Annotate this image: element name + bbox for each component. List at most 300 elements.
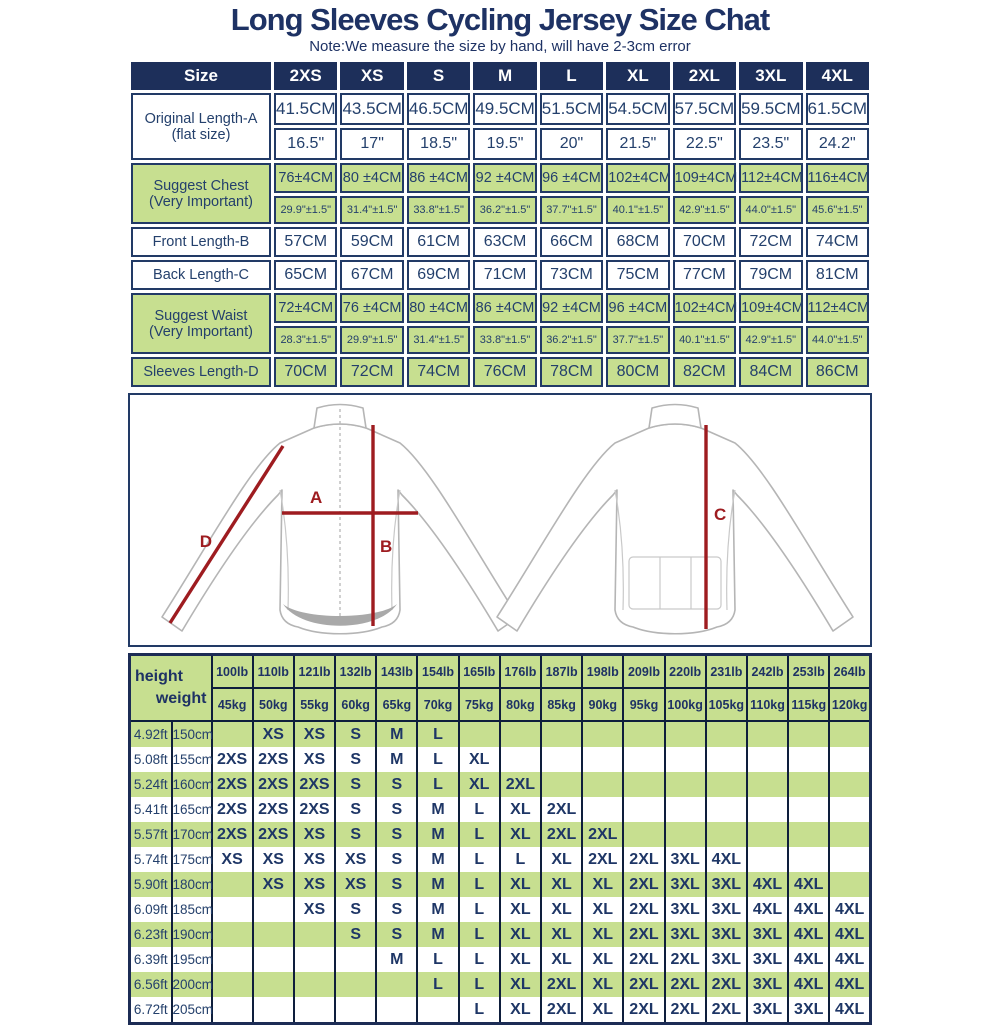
recommended-size-cell: [212, 872, 253, 897]
recommended-size-cell: L: [459, 797, 500, 822]
measurement-row-label-line: (Very Important): [149, 193, 253, 210]
weight-kg-header: 80kg: [500, 688, 541, 721]
recommended-size-cell: XS: [294, 721, 335, 747]
recommended-size-cell: M: [417, 847, 458, 872]
size-value-cell: 86 ±4CM: [473, 293, 536, 323]
size-value-cell: 36.2"±1.5": [540, 326, 603, 354]
size-value-cell: 80CM: [606, 357, 669, 387]
recommended-size-cell: [417, 997, 458, 1024]
recommended-size-cell: [829, 872, 870, 897]
recommended-size-cell: [335, 947, 376, 972]
size-value-cell: 80 ±4CM: [407, 293, 470, 323]
recommended-size-cell: XL: [500, 897, 541, 922]
size-value-cell: 82CM: [673, 357, 736, 387]
fit-table-row: [130, 747, 871, 772]
size-value-cell: 36.2"±1.5": [473, 196, 536, 224]
recommended-size-cell: [788, 797, 829, 822]
recommended-size-cell: 2XS: [212, 747, 253, 772]
recommended-size-cell: 3XL: [706, 947, 747, 972]
recommended-size-cell: [706, 797, 747, 822]
size-value-cell: 81CM: [806, 260, 870, 290]
recommended-size-cell: S: [335, 922, 376, 947]
recommended-size-cell: 2XL: [623, 872, 664, 897]
recommended-size-cell: 3XL: [747, 997, 788, 1024]
recommended-size-cell: XL: [582, 947, 623, 972]
size-table-row: [131, 93, 869, 125]
size-value-cell: 20": [540, 128, 603, 160]
recommended-size-cell: L: [459, 922, 500, 947]
height-cm-cell: 185cm: [172, 897, 212, 922]
recommended-size-cell: 3XL: [665, 847, 706, 872]
height-ft-cell: 6.39ft: [130, 947, 172, 972]
size-value-cell: 59CM: [340, 227, 403, 257]
recommended-size-cell: L: [417, 747, 458, 772]
weight-kg-header: 50kg: [253, 688, 294, 721]
recommended-size-cell: 2XL: [582, 822, 623, 847]
size-value-cell: 109±4CM: [673, 163, 736, 193]
size-value-cell: 18.5": [407, 128, 470, 160]
recommended-size-cell: M: [417, 822, 458, 847]
recommended-size-cell: 2XL: [541, 822, 582, 847]
height-cm-cell: 160cm: [172, 772, 212, 797]
recommended-size-cell: M: [417, 872, 458, 897]
weight-kg-header: 120kg: [829, 688, 870, 721]
fit-table-row: [130, 847, 871, 872]
measurement-row-label: [131, 357, 271, 387]
recommended-size-cell: 3XL: [665, 897, 706, 922]
size-value-cell: 54.5CM: [606, 93, 669, 125]
recommended-size-cell: 3XL: [665, 922, 706, 947]
measurement-row-label-line: (flat size): [171, 126, 231, 143]
recommended-size-cell: 4XL: [788, 947, 829, 972]
recommended-size-cell: [212, 721, 253, 747]
recommended-size-cell: [788, 772, 829, 797]
size-value-cell: 61.5CM: [806, 93, 870, 125]
size-table-row: [131, 227, 869, 257]
recommended-size-cell: [829, 721, 870, 747]
recommended-size-cell: [212, 922, 253, 947]
recommended-size-cell: [788, 747, 829, 772]
recommended-size-cell: 2XS: [294, 772, 335, 797]
size-value-cell: 29.9"±1.5": [340, 326, 403, 354]
page-title: Long Sleeves Cycling Jersey Size Chat: [230, 2, 770, 37]
size-value-cell: 31.4"±1.5": [340, 196, 403, 224]
recommended-size-cell: 2XL: [623, 997, 664, 1024]
recommended-size-cell: S: [335, 747, 376, 772]
size-column-header: 3XL: [739, 62, 802, 90]
recommended-size-cell: [623, 822, 664, 847]
weight-kg-header: 110kg: [747, 688, 788, 721]
recommended-size-cell: XL: [582, 997, 623, 1024]
recommended-size-cell: 4XL: [829, 897, 870, 922]
size-value-cell: 72±4CM: [274, 293, 337, 323]
size-value-cell: 24.2": [806, 128, 870, 160]
size-value-cell: 96 ±4CM: [606, 293, 669, 323]
recommended-size-cell: 2XS: [253, 797, 294, 822]
size-value-cell: 40.1"±1.5": [606, 196, 669, 224]
recommended-size-cell: 4XL: [747, 897, 788, 922]
recommended-size-cell: 2XL: [706, 997, 747, 1024]
recommended-size-cell: [623, 772, 664, 797]
corner-height-label: height: [135, 668, 183, 685]
size-value-cell: 21.5": [606, 128, 669, 160]
recommended-size-cell: 3XL: [747, 947, 788, 972]
recommended-size-cell: 2XL: [500, 772, 541, 797]
recommended-size-cell: [747, 772, 788, 797]
recommended-size-cell: [747, 822, 788, 847]
recommended-size-cell: [788, 822, 829, 847]
recommended-size-cell: 2XS: [212, 772, 253, 797]
recommended-size-cell: S: [376, 897, 417, 922]
recommended-size-cell: XL: [500, 822, 541, 847]
recommended-size-cell: 2XL: [541, 972, 582, 997]
recommended-size-cell: [459, 721, 500, 747]
size-value-cell: 57.5CM: [673, 93, 736, 125]
size-value-cell: 77CM: [673, 260, 736, 290]
size-value-cell: 49.5CM: [473, 93, 536, 125]
recommended-size-cell: 2XL: [623, 847, 664, 872]
size-value-cell: 28.3"±1.5": [274, 326, 337, 354]
weight-lb-header: 176lb: [500, 655, 541, 689]
size-value-cell: 37.7"±1.5": [540, 196, 603, 224]
size-table-row: [131, 357, 869, 387]
recommended-size-cell: [623, 797, 664, 822]
size-value-cell: 75CM: [606, 260, 669, 290]
weight-lb-header: 264lb: [829, 655, 870, 689]
recommended-size-cell: 3XL: [706, 872, 747, 897]
recommended-size-cell: 4XL: [747, 872, 788, 897]
height-ft-cell: 5.08ft: [130, 747, 172, 772]
height-ft-cell: 4.92ft: [130, 721, 172, 747]
recommended-size-cell: [829, 822, 870, 847]
recommended-size-cell: 4XL: [788, 897, 829, 922]
size-table-row: [131, 163, 869, 193]
recommended-size-cell: [294, 947, 335, 972]
recommended-size-cell: S: [376, 847, 417, 872]
recommended-size-cell: S: [376, 772, 417, 797]
recommended-size-cell: M: [417, 897, 458, 922]
recommended-size-cell: [829, 772, 870, 797]
recommended-size-cell: [376, 997, 417, 1024]
size-table: [128, 59, 872, 390]
recommended-size-cell: [582, 747, 623, 772]
weight-kg-header: 115kg: [788, 688, 829, 721]
recommended-size-cell: [829, 847, 870, 872]
recommended-size-cell: 4XL: [706, 847, 747, 872]
size-value-cell: 80 ±4CM: [340, 163, 403, 193]
recommended-size-cell: L: [459, 972, 500, 997]
recommended-size-cell: XS: [294, 872, 335, 897]
size-value-cell: 116±4CM: [806, 163, 870, 193]
size-column-header: XS: [340, 62, 403, 90]
fit-table-row: [130, 997, 871, 1024]
recommended-size-cell: [665, 747, 706, 772]
recommended-size-cell: 2XS: [212, 797, 253, 822]
recommended-size-cell: 2XS: [212, 822, 253, 847]
measurement-row-label: [131, 293, 271, 354]
recommended-size-cell: XL: [582, 897, 623, 922]
recommended-size-cell: [294, 922, 335, 947]
recommended-size-cell: 4XL: [788, 922, 829, 947]
recommended-size-cell: [335, 997, 376, 1024]
height-cm-cell: 155cm: [172, 747, 212, 772]
weight-lb-header: 110lb: [253, 655, 294, 689]
recommended-size-cell: [582, 797, 623, 822]
recommended-size-cell: [665, 721, 706, 747]
recommended-size-cell: 2XL: [665, 972, 706, 997]
recommended-size-cell: [747, 797, 788, 822]
recommended-size-cell: M: [376, 747, 417, 772]
recommended-size-cell: L: [417, 772, 458, 797]
content-area: [128, 59, 872, 1025]
recommended-size-cell: [623, 721, 664, 747]
size-value-cell: 40.1"±1.5": [673, 326, 736, 354]
size-value-cell: 74CM: [806, 227, 870, 257]
recommended-size-cell: XS: [212, 847, 253, 872]
size-value-cell: 112±4CM: [806, 293, 870, 323]
recommended-size-cell: 2XL: [623, 972, 664, 997]
recommended-size-cell: 4XL: [829, 972, 870, 997]
recommended-size-cell: L: [459, 872, 500, 897]
fit-table-row: [130, 772, 871, 797]
recommended-size-cell: 2XL: [623, 922, 664, 947]
recommended-size-cell: XL: [500, 997, 541, 1024]
recommended-size-cell: [212, 947, 253, 972]
size-column-header: 4XL: [806, 62, 870, 90]
weight-lb-header: 132lb: [335, 655, 376, 689]
recommended-size-cell: 2XL: [623, 897, 664, 922]
height-cm-cell: 150cm: [172, 721, 212, 747]
height-ft-cell: 5.24ft: [130, 772, 172, 797]
size-value-cell: 102±4CM: [606, 163, 669, 193]
size-value-cell: 45.6"±1.5": [806, 196, 870, 224]
recommended-size-cell: XL: [459, 747, 500, 772]
recommended-size-cell: [706, 772, 747, 797]
fit-table-weight-kg-row: [130, 688, 871, 721]
size-value-cell: 31.4"±1.5": [407, 326, 470, 354]
weight-kg-header: 95kg: [623, 688, 664, 721]
measure-label-a: A: [310, 488, 323, 507]
size-value-cell: 72CM: [739, 227, 802, 257]
weight-kg-header: 45kg: [212, 688, 253, 721]
recommended-size-cell: L: [459, 822, 500, 847]
recommended-size-cell: [747, 721, 788, 747]
size-value-cell: 44.0"±1.5": [806, 326, 870, 354]
size-column-header: Size: [131, 62, 271, 90]
size-value-cell: 109±4CM: [739, 293, 802, 323]
recommended-size-cell: XL: [500, 972, 541, 997]
recommended-size-cell: M: [417, 797, 458, 822]
size-value-cell: 19.5": [473, 128, 536, 160]
recommended-size-cell: [829, 797, 870, 822]
recommended-size-cell: XS: [335, 872, 376, 897]
recommended-size-cell: S: [376, 797, 417, 822]
recommended-size-cell: L: [459, 947, 500, 972]
measure-label-b: B: [380, 537, 393, 556]
size-value-cell: 22.5": [673, 128, 736, 160]
recommended-size-cell: [212, 972, 253, 997]
weight-kg-header: 60kg: [335, 688, 376, 721]
recommended-size-cell: 2XL: [665, 947, 706, 972]
recommended-size-cell: M: [376, 947, 417, 972]
fit-table-row: [130, 972, 871, 997]
size-column-header: 2XS: [274, 62, 337, 90]
size-value-cell: 79CM: [739, 260, 802, 290]
recommended-size-cell: S: [376, 872, 417, 897]
recommended-size-cell: [253, 972, 294, 997]
weight-kg-header: 90kg: [582, 688, 623, 721]
size-value-cell: 70CM: [673, 227, 736, 257]
fit-table-row: [130, 872, 871, 897]
recommended-size-cell: XS: [294, 897, 335, 922]
fit-table-row: [130, 721, 871, 747]
height-ft-cell: 6.23ft: [130, 922, 172, 947]
recommended-size-cell: [582, 772, 623, 797]
recommended-size-cell: S: [376, 922, 417, 947]
recommended-size-cell: 2XL: [541, 797, 582, 822]
recommended-size-cell: XL: [500, 872, 541, 897]
recommended-size-cell: XL: [500, 922, 541, 947]
recommended-size-cell: 2XS: [253, 772, 294, 797]
recommended-size-cell: XL: [541, 872, 582, 897]
measurement-row-label: [131, 93, 271, 160]
corner-weight-label: weight: [155, 690, 207, 707]
height-ft-cell: 5.57ft: [130, 822, 172, 847]
size-value-cell: 43.5CM: [340, 93, 403, 125]
recommended-size-cell: [541, 772, 582, 797]
size-value-cell: 42.9"±1.5": [739, 326, 802, 354]
recommended-size-cell: [212, 997, 253, 1024]
recommended-size-cell: [788, 721, 829, 747]
weight-lb-header: 165lb: [459, 655, 500, 689]
recommended-size-cell: [706, 747, 747, 772]
recommended-size-cell: 3XL: [706, 897, 747, 922]
height-cm-cell: 165cm: [172, 797, 212, 822]
measurement-row-label-line: (Very Important): [149, 323, 253, 340]
size-column-header: 2XL: [673, 62, 736, 90]
height-ft-cell: 6.56ft: [130, 972, 172, 997]
recommended-size-cell: L: [459, 897, 500, 922]
recommended-size-cell: 2XS: [294, 797, 335, 822]
weight-kg-header: 55kg: [294, 688, 335, 721]
recommended-size-cell: 2XL: [623, 947, 664, 972]
size-value-cell: 23.5": [739, 128, 802, 160]
recommended-size-cell: [706, 822, 747, 847]
height-cm-cell: 205cm: [172, 997, 212, 1024]
recommended-size-cell: [335, 972, 376, 997]
recommended-size-cell: L: [459, 847, 500, 872]
recommended-size-cell: [665, 822, 706, 847]
measure-label-c: C: [714, 505, 727, 524]
recommended-size-cell: [665, 797, 706, 822]
recommended-size-cell: 4XL: [829, 947, 870, 972]
measurement-row-label: [131, 260, 271, 290]
height-cm-cell: 200cm: [172, 972, 212, 997]
recommended-size-cell: [253, 897, 294, 922]
recommended-size-cell: [747, 747, 788, 772]
fit-table-row: [130, 922, 871, 947]
recommended-size-cell: XS: [294, 822, 335, 847]
recommended-size-cell: XS: [253, 847, 294, 872]
size-value-cell: 33.8"±1.5": [473, 326, 536, 354]
recommended-size-cell: XL: [459, 772, 500, 797]
recommended-size-cell: [788, 847, 829, 872]
recommended-size-cell: 4XL: [788, 972, 829, 997]
recommended-size-cell: XS: [294, 847, 335, 872]
recommended-size-cell: L: [500, 847, 541, 872]
height-cm-cell: 170cm: [172, 822, 212, 847]
recommended-size-cell: M: [417, 922, 458, 947]
recommended-size-cell: [212, 897, 253, 922]
size-value-cell: 42.9"±1.5": [673, 196, 736, 224]
measurement-row-label-line: Suggest Waist: [154, 307, 248, 324]
size-value-cell: 86CM: [806, 357, 870, 387]
recommended-size-cell: 2XL: [665, 997, 706, 1024]
measurement-row-label-line: Original Length-A: [144, 110, 258, 127]
size-column-header: S: [407, 62, 470, 90]
height-cm-cell: 175cm: [172, 847, 212, 872]
recommended-size-cell: [541, 721, 582, 747]
weight-lb-header: 100lb: [212, 655, 253, 689]
page-note: Note:We measure the size by hand, will have 2-3cm error: [309, 38, 691, 55]
recommended-size-cell: [541, 747, 582, 772]
weight-lb-header: 253lb: [788, 655, 829, 689]
weight-lb-header: 198lb: [582, 655, 623, 689]
fit-table-row: [130, 797, 871, 822]
measurement-row-label-line: Suggest Chest: [153, 177, 249, 194]
size-value-cell: 102±4CM: [673, 293, 736, 323]
recommended-size-cell: 2XL: [541, 997, 582, 1024]
measurement-row-label: [131, 227, 271, 257]
weight-kg-header: 85kg: [541, 688, 582, 721]
recommended-size-cell: 2XS: [253, 747, 294, 772]
size-value-cell: 37.7"±1.5": [606, 326, 669, 354]
weight-lb-header: 121lb: [294, 655, 335, 689]
recommended-size-cell: XS: [294, 747, 335, 772]
height-cm-cell: 190cm: [172, 922, 212, 947]
recommended-size-cell: [500, 721, 541, 747]
recommended-size-cell: 4XL: [829, 997, 870, 1024]
measurement-row-label-line: Sleeves Length-D: [143, 364, 259, 380]
height-ft-cell: 6.09ft: [130, 897, 172, 922]
size-value-cell: 76±4CM: [274, 163, 337, 193]
recommended-size-cell: S: [376, 822, 417, 847]
recommended-size-cell: XL: [541, 922, 582, 947]
size-table-row: [131, 260, 869, 290]
size-column-header: M: [473, 62, 536, 90]
recommended-size-cell: [582, 721, 623, 747]
jersey-measurement-diagram: [128, 393, 872, 647]
size-value-cell: 44.0"±1.5": [739, 196, 802, 224]
weight-lb-header: 242lb: [747, 655, 788, 689]
size-value-cell: 73CM: [540, 260, 603, 290]
recommended-size-cell: S: [335, 897, 376, 922]
weight-kg-header: 100kg: [665, 688, 706, 721]
measurement-row-label-line: Back Length-C: [153, 267, 249, 283]
recommended-size-cell: [253, 922, 294, 947]
recommended-size-cell: S: [335, 797, 376, 822]
size-value-cell: 76 ±4CM: [340, 293, 403, 323]
size-value-cell: 78CM: [540, 357, 603, 387]
size-value-cell: 61CM: [407, 227, 470, 257]
size-table-header-row: [131, 62, 869, 90]
recommended-size-cell: XL: [541, 847, 582, 872]
size-value-cell: 59.5CM: [739, 93, 802, 125]
recommended-size-cell: [294, 972, 335, 997]
measurement-row-label: [131, 163, 271, 224]
weight-kg-header: 70kg: [417, 688, 458, 721]
recommended-size-cell: XL: [582, 972, 623, 997]
